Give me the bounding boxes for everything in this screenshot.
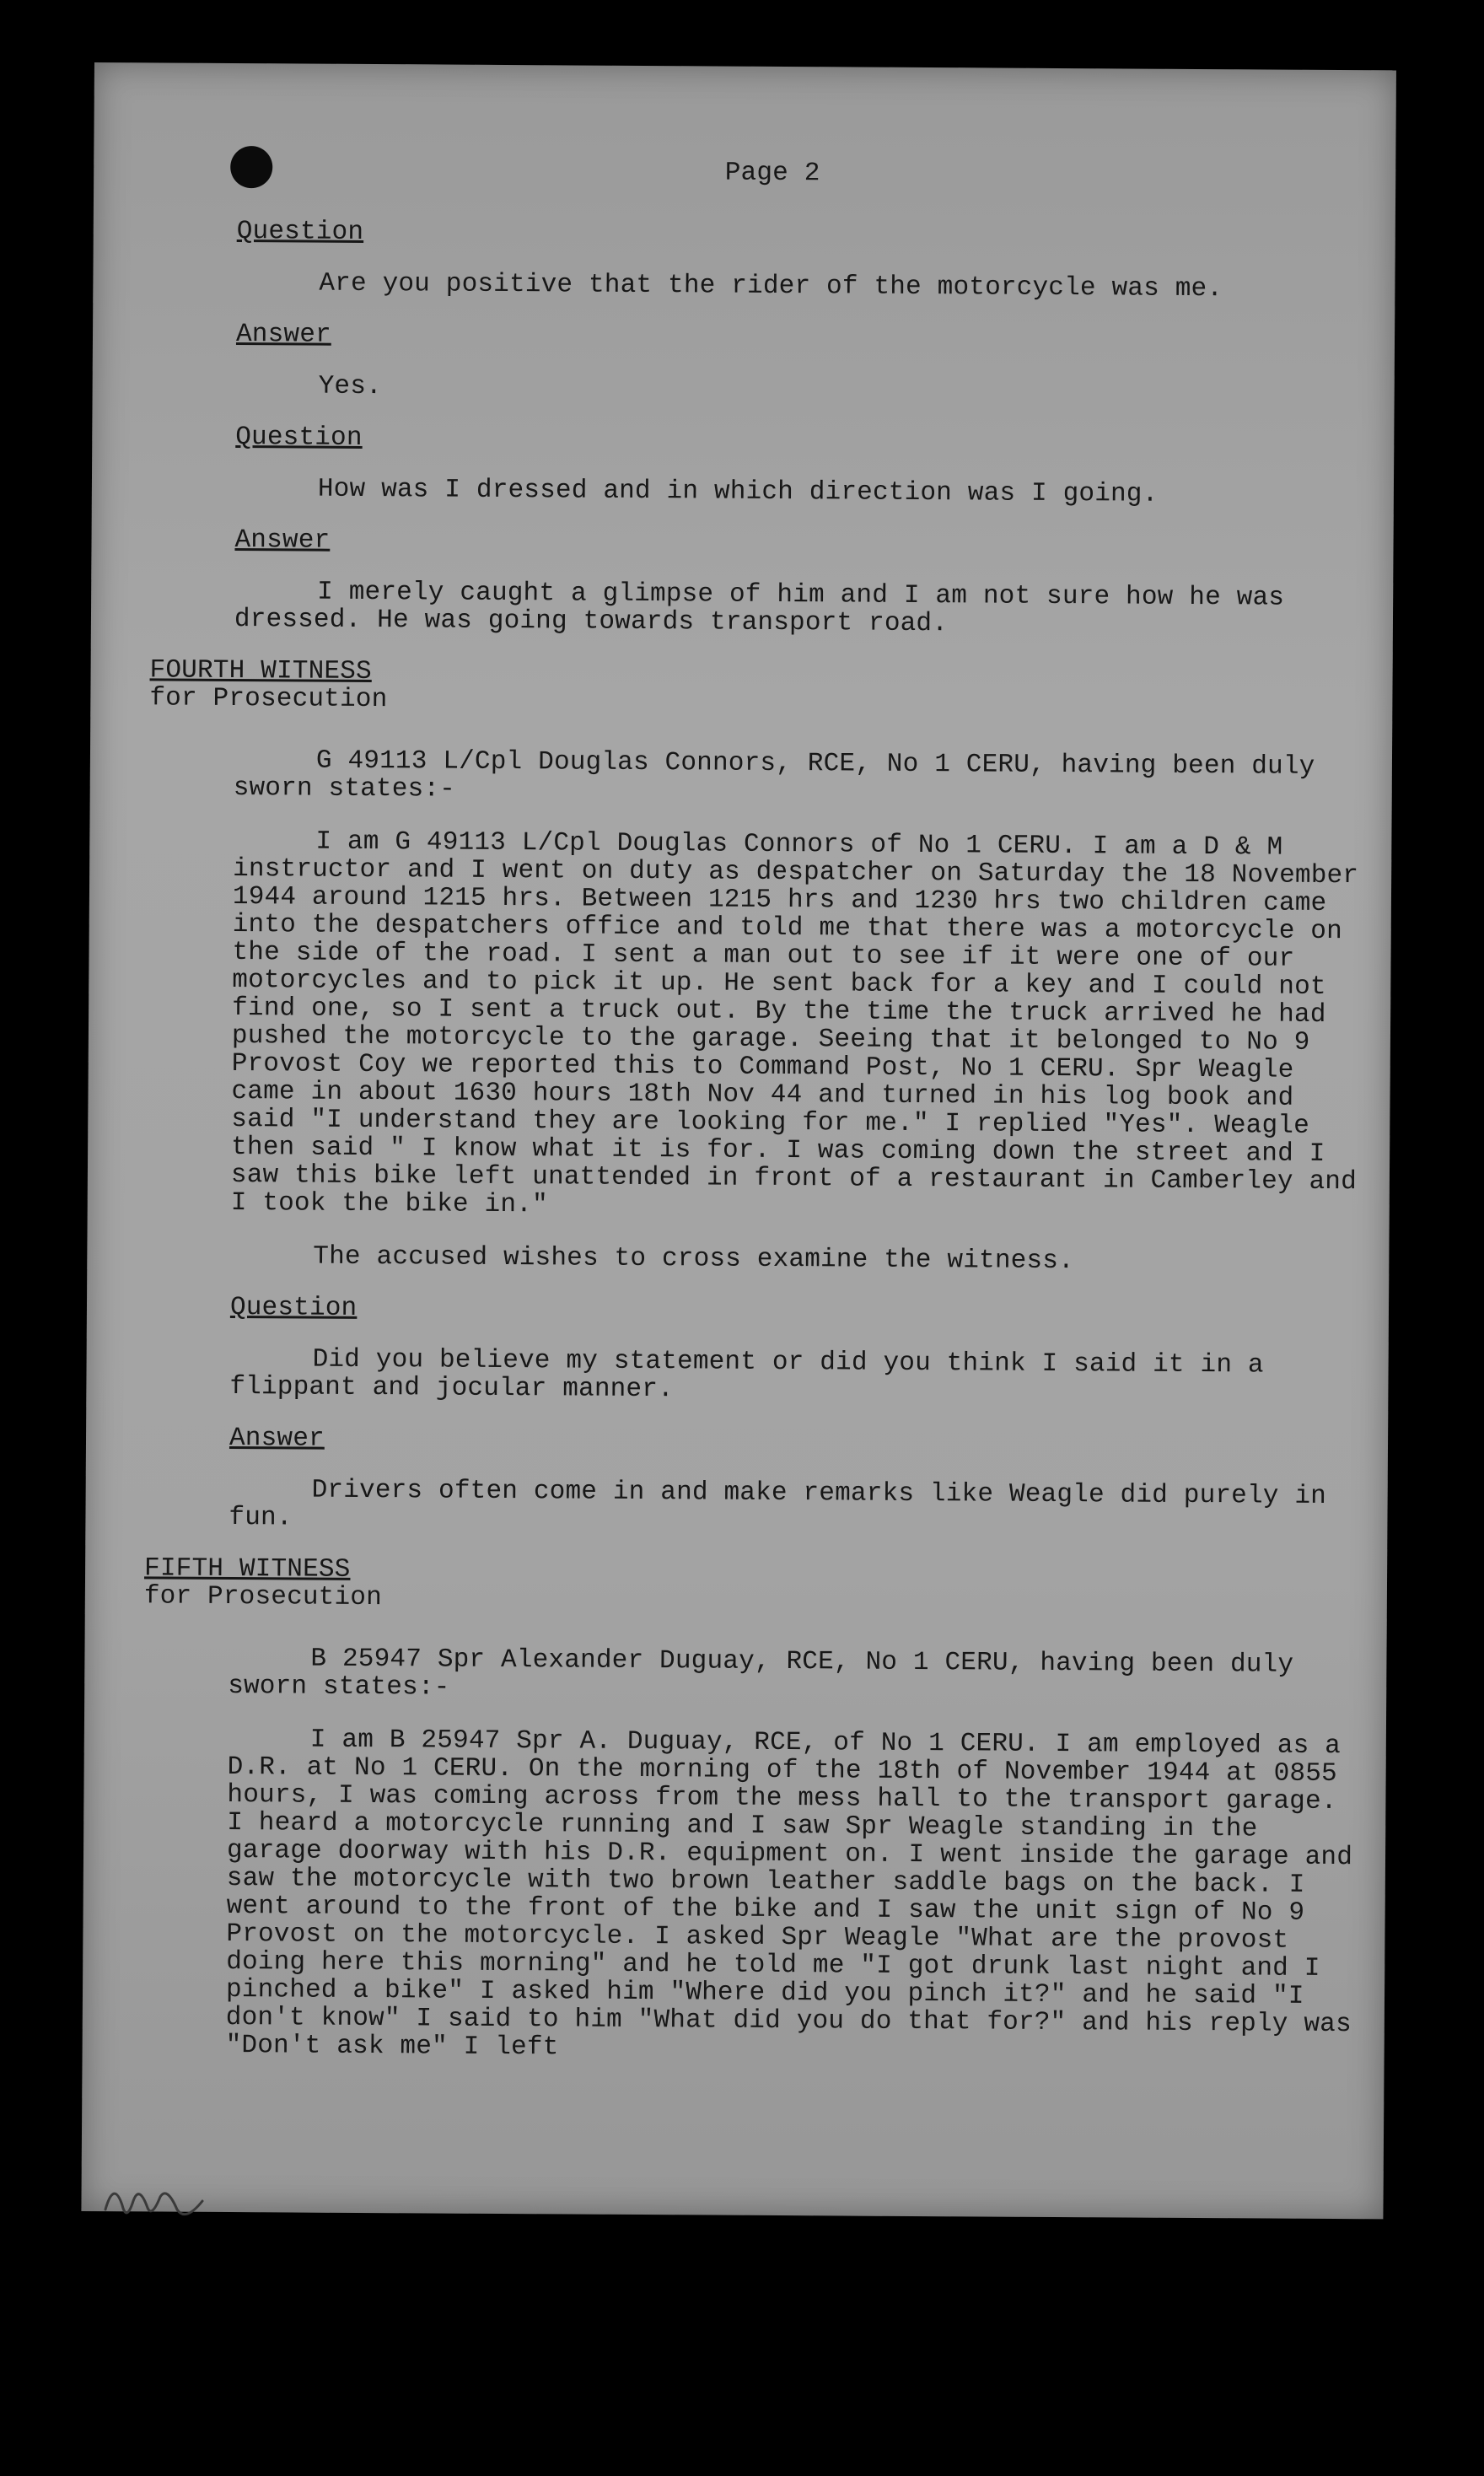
witness-statement: I am B 25947 Spr A. Duguay, RCE, of No 1 CERU. I am employed as a D.R. at No 1 CERU. On the morning of the 18th of November 1944 at 0855 hours, I was coming across from the mess hall to the transport garage. I heard a motorcycle running and I saw Spr Weagle standing in the garage doorway with his D.R. equipment on. I went inside the garage and saw the motorcycle with two brown leather saddle bags on the back. I went around to the front of the bike and I saw the unit sign of No 9 Provost on the motorcycle. I asked Spr Weagle "What are the provost doing here this morning" and he told me "I got drunk last night and I pinched a bike" I asked him "Where did you pinch it?" and he said "I don't know" I said to him "What did you do that for?" and his reply was "Don't ask me" I left [225,1725,1353,2063]
fifth-witness-heading [144,1554,1367,1617]
question-text: Did you believe my statement or did you think I said it in a flippant and jocular manner. [229,1344,1264,1405]
question-text: Are you positive that the rider of the motorcycle was me. [319,268,1223,304]
witness-intro: B 25947 Spr Alexander Duguay, RCE, No 1 CERU, having been duly sworn states:- [228,1644,1294,1703]
question-label: Question [235,423,363,453]
page-number: Page 2 [724,158,820,189]
answer-text: Yes. [318,371,382,402]
document-body [143,156,1375,2091]
witness-subtitle: for Prosecution [143,1581,383,1613]
answer-label: Answer [229,1424,325,1454]
witness-title: FOURTH WITNESS [149,655,372,687]
question-label: Question [236,217,364,247]
fourth-witness-heading [149,656,1372,719]
answer-label: Answer [235,320,331,350]
answer-text: I merely caught a glimpse of him and I am not sure how he was dressed. He was going towards transport road. [234,577,1285,639]
witness-title: FIFTH WITNESS [143,1553,351,1585]
handwritten-initials [101,2176,211,2226]
witness-subtitle: for Prosecution [149,683,388,715]
question-label: Question [229,1293,358,1323]
cross-exam-note: The accused wishes to cross examine the witness. [313,1241,1074,1277]
answer-text: Drivers often come in and make remarks like Weagle did purely in fun. [229,1475,1327,1533]
document-page [81,62,1396,2219]
answer-label: Answer [234,525,331,556]
question-text: How was I dressed and in which direction was I going. [317,474,1159,509]
witness-intro: G 49113 L/Cpl Douglas Connors, RCE, No 1 CERU, having been duly sworn states:- [233,745,1315,805]
witness-statement: I am G 49113 L/Cpl Douglas Connors of No 1 CERU. I am a D & M instructor and I went on duty as despatcher on Saturday the 18 November 1944 around 1215 hrs. Between 1215 hrs and 1230 hrs two children came into the despatchers office and told me that there was a motorcycle on the side of the road. I sent a man out to see if it were one of our motorcycles and to pick it up. He sent back for a key and I could not find one, so I sent a truck out. By the time the truck arrived he had pushed the motorcycle to the garage. Seeing that it belonged to No 9 Provost Coy we reported this to Command Post, No 1 CERU. Spr Weagle came in about 1630 hours 18th Nov 44 and turned in his log book and said "I understand they are looking for me." I replied "Yes". Weagle then said " I know what it is for. I was coming down the street and I saw this bike left unattended in front of a restaurant in Camberley and I took the bike in." [230,826,1359,1220]
